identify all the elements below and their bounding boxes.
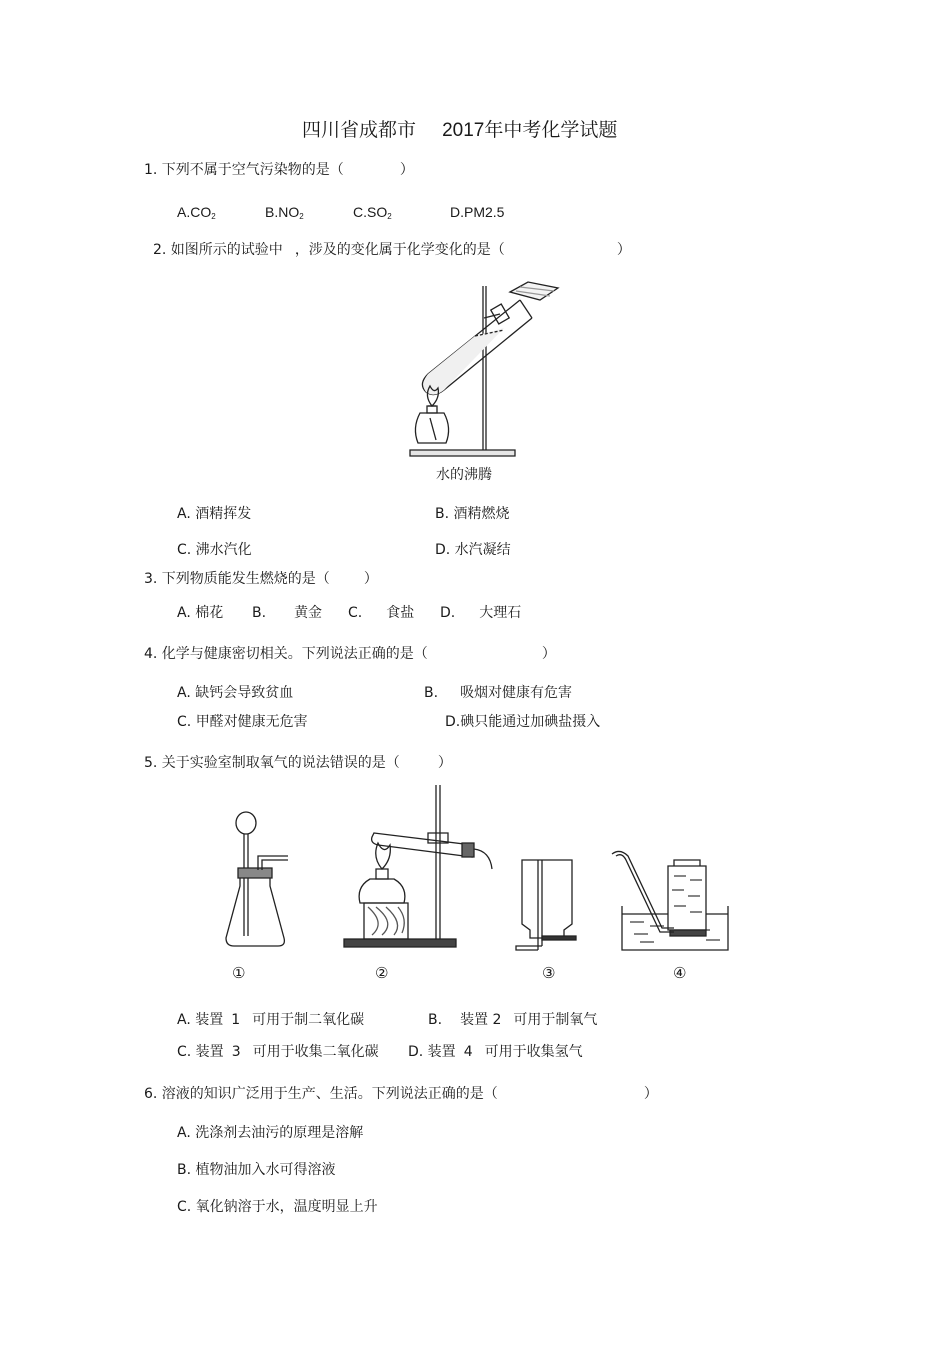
question-4-text: 4. 化学与健康密切相关。下列说法正确的是（ bbox=[144, 646, 428, 662]
question-5-stem bbox=[144, 754, 452, 772]
question-4-stem bbox=[144, 645, 556, 663]
apparatus-3-figure bbox=[512, 856, 582, 956]
q4-option-d[interactable]: D.碘只能通过加碘盐摄入 bbox=[445, 714, 601, 730]
q3-option-d[interactable]: D. 大理石 bbox=[440, 605, 522, 621]
q2-option-c[interactable]: C. 沸水汽化 bbox=[177, 542, 252, 558]
apparatus-4-figure bbox=[610, 846, 735, 956]
apparatus-1-figure bbox=[222, 808, 292, 953]
question-6-text: 6. 溶液的知识广泛用于生产、生活。下列说法正确的是（ bbox=[144, 1086, 498, 1102]
question-2-stem bbox=[153, 241, 631, 259]
question-5-close: ） bbox=[437, 755, 452, 771]
question-2-text-b: ，涉及的变化属于化学变化的是（ bbox=[294, 242, 505, 258]
q1-option-a[interactable]: $A.CO_2$ bbox=[177, 204, 216, 221]
q5-option-d[interactable]: D. 装置 4 可用于收集氢气 bbox=[408, 1044, 583, 1060]
figure-caption: 水的沸腾 bbox=[436, 467, 492, 483]
question-3-text: 3. 下列物质能发生燃烧的是（ bbox=[144, 571, 330, 587]
q2-option-b[interactable]: B. 酒精燃烧 bbox=[435, 506, 510, 522]
question-2-text-a: 2. 如图所示的试验中 bbox=[153, 242, 283, 258]
apparatus-1-label: ① bbox=[232, 964, 246, 982]
title-part-2: 2017年中考化学试题 bbox=[442, 120, 618, 141]
title-part-1: 四川省成都市 bbox=[302, 119, 417, 141]
question-5-text: 5. 关于实验室制取氧气的说法错误的是（ bbox=[144, 755, 400, 771]
apparatus-3-label: ③ bbox=[542, 964, 556, 982]
boiling-water-figure bbox=[400, 278, 565, 468]
q6-option-b[interactable]: B. 植物油加入水可得溶液 bbox=[177, 1162, 336, 1178]
q6-option-c[interactable]: C. 氧化钠溶于水，温度明显上升 bbox=[177, 1199, 378, 1215]
question-3-close: ） bbox=[363, 571, 378, 587]
q1-option-b[interactable]: $B.NO_2$ bbox=[265, 204, 304, 221]
q1-option-c[interactable]: $C.SO_2$ bbox=[353, 204, 392, 221]
q2-option-a[interactable]: A. 酒精挥发 bbox=[177, 506, 252, 522]
q4-option-c[interactable]: C. 甲醛对健康无危害 bbox=[177, 714, 308, 730]
question-1-stem bbox=[144, 161, 414, 179]
question-1-close: ） bbox=[399, 162, 414, 178]
question-2-close: ） bbox=[616, 242, 631, 258]
q5-option-c[interactable]: C. 装置 3 可用于收集二氧化碳 bbox=[177, 1044, 379, 1060]
apparatus-4-label: ④ bbox=[673, 964, 687, 982]
q2-option-d[interactable]: D. 水汽凝结 bbox=[435, 542, 511, 558]
q5-option-a[interactable]: A. 装置 1 可用于制二氧化碳 bbox=[177, 1012, 365, 1028]
q6-option-a[interactable]: A. 洗涤剂去油污的原理是溶解 bbox=[177, 1125, 364, 1141]
apparatus-2-figure bbox=[342, 783, 497, 953]
question-6-stem bbox=[144, 1085, 658, 1103]
q3-option-c[interactable]: C. 食盐 bbox=[348, 605, 415, 621]
apparatus-2-label: ② bbox=[375, 964, 389, 982]
q4-option-b[interactable]: B. 吸烟对健康有危害 bbox=[424, 685, 573, 701]
q3-option-a[interactable]: A. 棉花 bbox=[177, 605, 224, 621]
page-title bbox=[302, 118, 617, 143]
question-3-stem bbox=[144, 570, 378, 588]
q5-option-b[interactable]: B. 装置 2 可用于制氧气 bbox=[428, 1012, 598, 1028]
question-6-close: ） bbox=[643, 1086, 658, 1102]
q1-option-d[interactable]: D.PM2.5 bbox=[450, 204, 505, 220]
q4-option-a[interactable]: A. 缺钙会导致贫血 bbox=[177, 685, 294, 701]
q3-option-b[interactable]: B. 黄金 bbox=[252, 605, 323, 621]
question-4-close: ） bbox=[541, 646, 556, 662]
question-1-text: 1. 下列不属于空气污染物的是（ bbox=[144, 162, 344, 178]
